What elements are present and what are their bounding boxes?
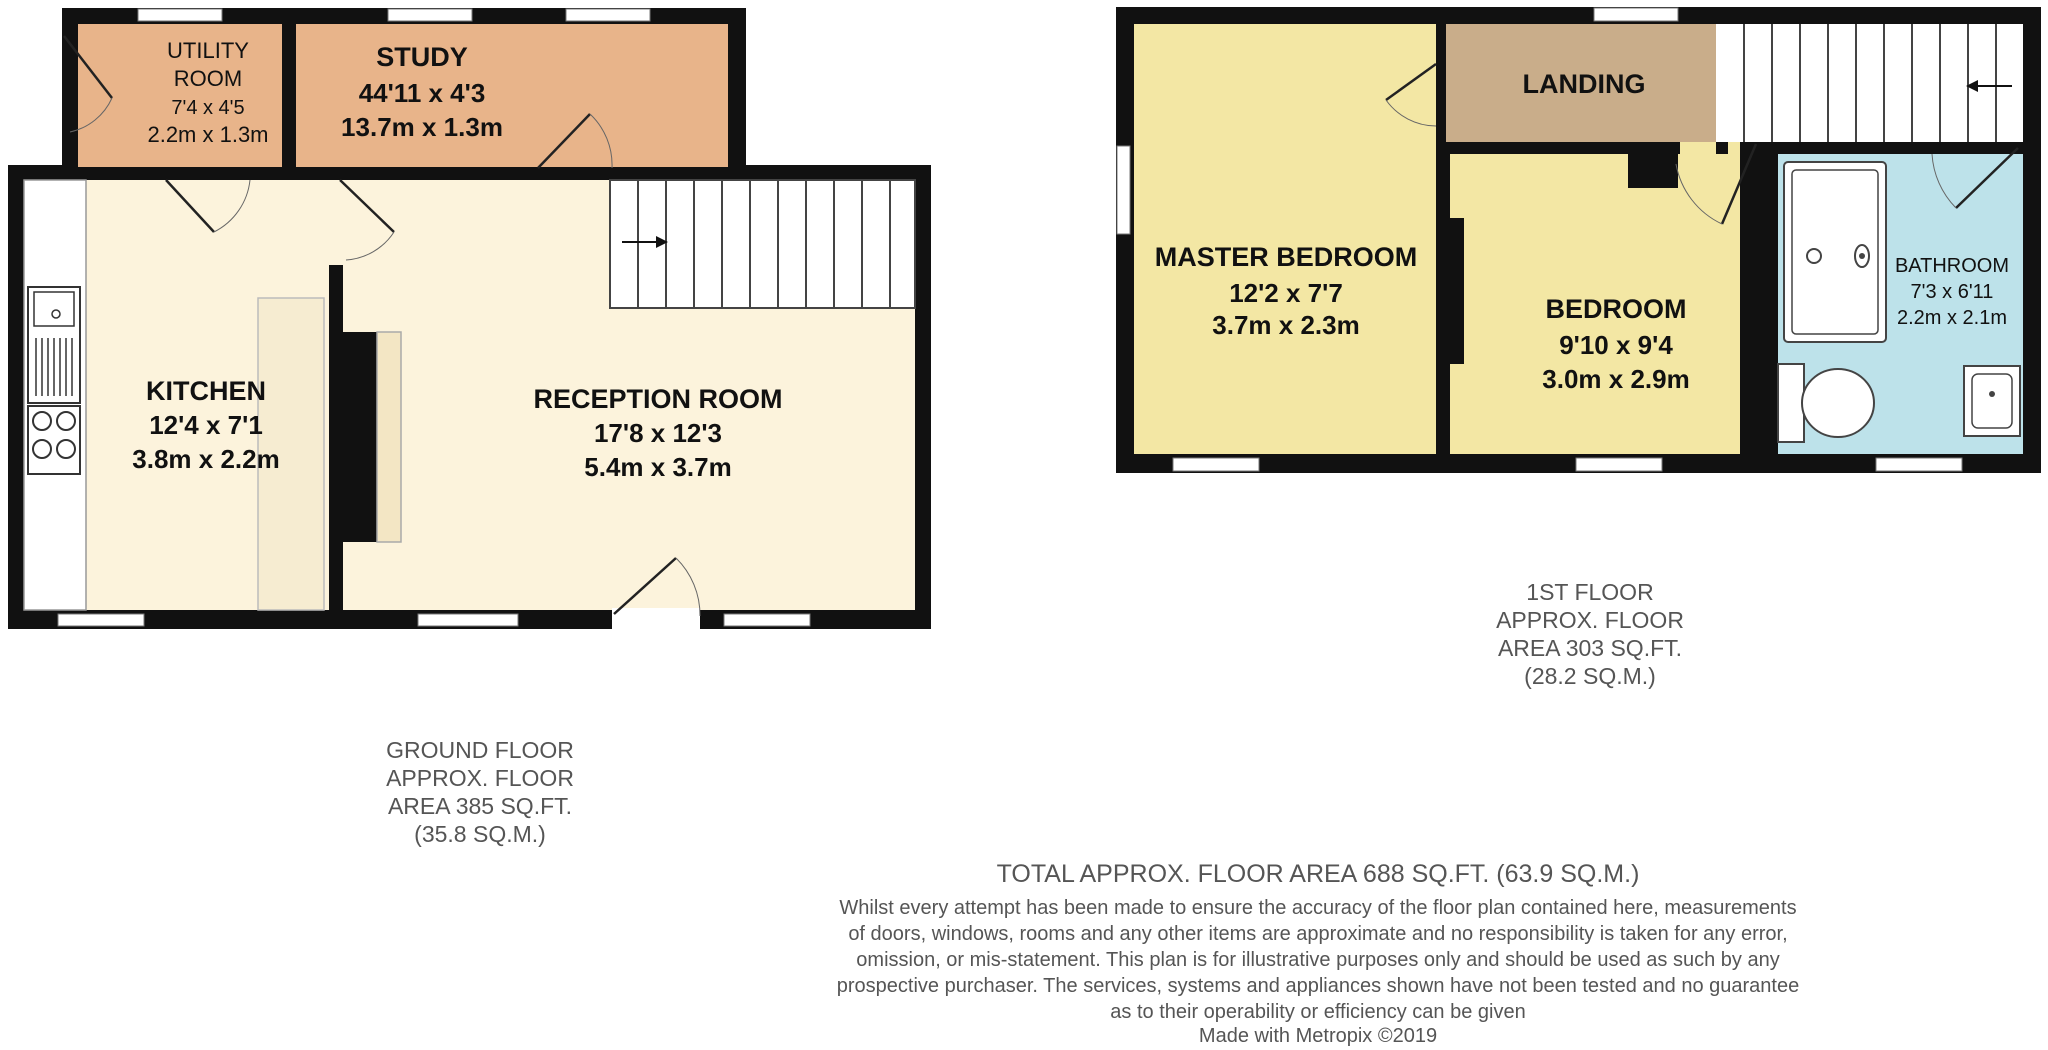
svg-text:APPROX. FLOOR: APPROX. FLOOR	[386, 765, 574, 791]
svg-text:1ST FLOOR: 1ST FLOOR	[1526, 579, 1654, 605]
utility-room-name-2: ROOM	[173, 66, 243, 91]
svg-text:AREA 385 SQ.FT.: AREA 385 SQ.FT.	[387, 793, 573, 819]
credit: Made with Metropix ©2019	[1198, 1025, 1438, 1047]
utility-room-metric: 2.2m x 1.3m	[147, 122, 269, 147]
svg-text:of doors, windows, rooms and a: of doors, windows, rooms and any other items are approximate and no responsibility is taken for any error,	[848, 923, 1788, 945]
study-name: STUDY	[376, 42, 468, 72]
kitchen-imperial: 12'4 x 7'1	[149, 410, 263, 440]
master-bedroom-floor	[1134, 24, 1436, 454]
landing-name: LANDING	[1522, 69, 1646, 99]
bedroom-name: BEDROOM	[1545, 294, 1687, 324]
master-bedroom-metric: 3.7m x 2.3m	[1212, 310, 1360, 340]
bathroom-name: BATHROOM	[1894, 255, 2010, 277]
bedroom-imperial: 9'10 x 9'4	[1559, 330, 1673, 360]
reception-room-name: RECEPTION ROOM	[533, 384, 783, 414]
master-bedroom-name: MASTER BEDROOM	[1154, 242, 1418, 272]
reception-room-imperial: 17'8 x 12'3	[593, 418, 723, 448]
study-imperial: 44'11 x 4'3	[358, 78, 486, 108]
ground-floor-area	[386, 737, 574, 847]
svg-text:(28.2 SQ.M.): (28.2 SQ.M.)	[1524, 663, 1656, 689]
study-metric: 13.7m x 1.3m	[341, 112, 503, 142]
first-chimney	[1436, 218, 1464, 364]
disclaimer	[837, 897, 1799, 1023]
svg-text:APPROX. FLOOR: APPROX. FLOOR	[1496, 607, 1684, 633]
total-floor-area: TOTAL APPROX. FLOOR AREA 688 SQ.FT. (63.9 SQ.M.)	[996, 860, 1640, 888]
bathroom-imperial: 7'3 x 6'11	[1910, 281, 1994, 303]
bath-icon	[1784, 162, 1886, 342]
bathroom-metric: 2.2m x 2.1m	[1896, 307, 2008, 329]
reception-room-metric: 5.4m x 3.7m	[584, 452, 732, 482]
kitchen-reception-opening	[325, 180, 347, 265]
svg-text:as to their operability or eff: as to their operability or efficiency can be given	[1110, 1001, 1526, 1023]
front-door-gap	[612, 608, 700, 632]
bedroom-metric: 3.0m x 2.9m	[1542, 364, 1690, 394]
svg-text:AREA 303 SQ.FT.: AREA 303 SQ.FT.	[1497, 635, 1683, 661]
utility-room-name-1: UTILITY	[167, 38, 249, 63]
first-floor	[1116, 7, 2041, 689]
kitchen-name: KITCHEN	[146, 376, 266, 406]
master-bedroom-imperial: 12'2 x 7'7	[1229, 278, 1343, 308]
toilet-icon	[1778, 364, 1874, 442]
svg-text:Whilst every attempt has been: Whilst every attempt has been made to ensure the accuracy of the floor plan contained here, measurements	[839, 897, 1797, 919]
utility-room-imperial: 7'4 x 4'5	[171, 97, 245, 119]
svg-text:prospective purchaser. The ser: prospective purchaser. The services, systems and appliances shown have not been tested and no guarantee	[836, 975, 1800, 997]
kitchen-metric: 3.8m x 2.2m	[132, 444, 280, 474]
hearth	[377, 332, 401, 542]
ground-stairs	[610, 180, 915, 308]
svg-text:GROUND FLOOR: GROUND FLOOR	[386, 737, 574, 763]
first-floor-area	[1496, 579, 1684, 689]
svg-text:(35.8 SQ.M.): (35.8 SQ.M.)	[414, 821, 546, 847]
svg-text:omission, or mis-statement. Th: omission, or mis-statement. This plan is for illustrative purposes only and should be used as such by any	[856, 949, 1780, 971]
chimney-breast	[343, 332, 377, 542]
hob-icon	[28, 406, 80, 474]
ground-floor	[8, 8, 931, 847]
basin-icon	[1964, 366, 2020, 436]
